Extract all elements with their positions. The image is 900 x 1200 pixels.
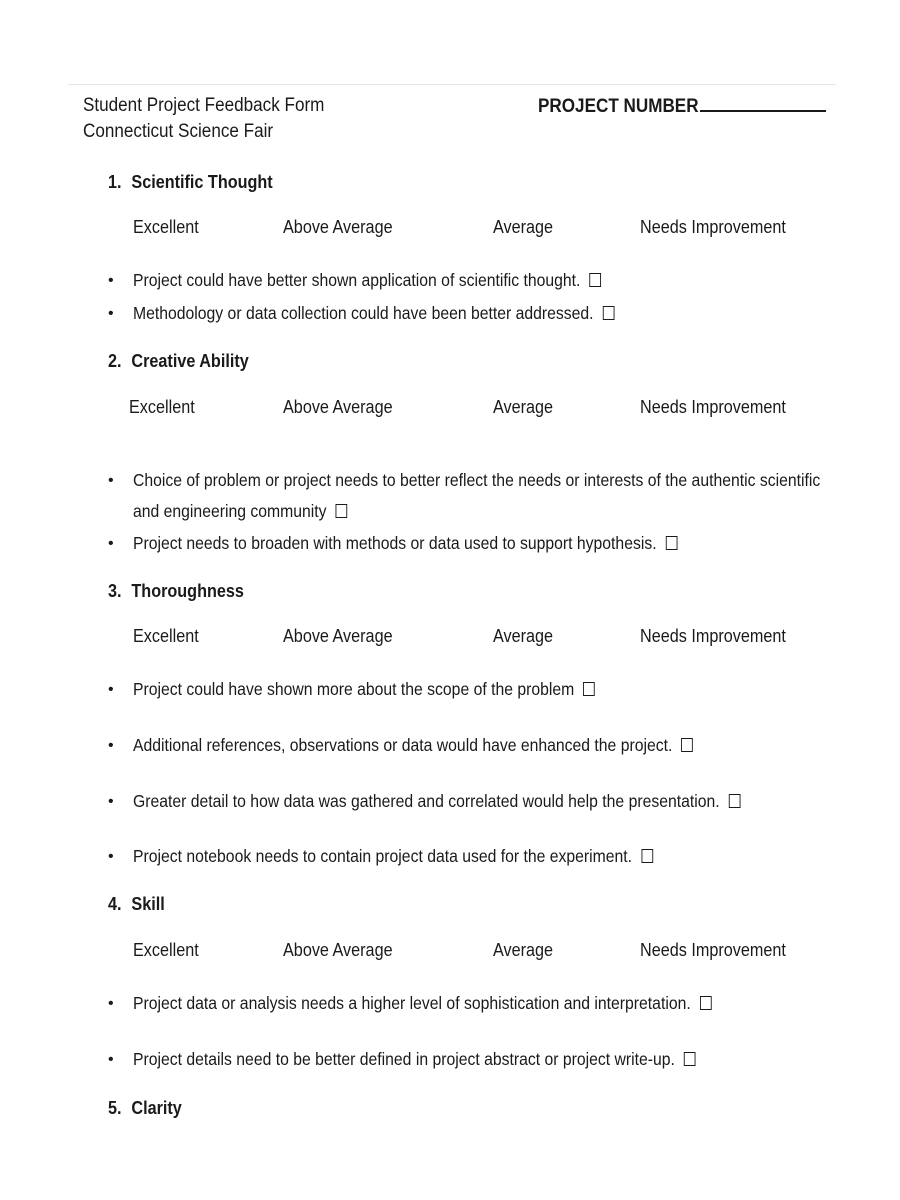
rating-above-average[interactable]: Above Average xyxy=(283,397,393,417)
rating-average[interactable]: Average xyxy=(493,217,554,237)
checkbox[interactable] xyxy=(336,504,348,518)
rating-needs-improvement[interactable]: Needs Improvement xyxy=(640,940,786,960)
bullet-icon: • xyxy=(108,272,114,289)
rating-above-average[interactable]: Above Average xyxy=(283,626,393,646)
section-heading: 3. Thoroughness xyxy=(108,581,244,601)
top-divider xyxy=(68,84,836,85)
section-heading: 5. Clarity xyxy=(108,1098,182,1118)
rating-above-average[interactable]: Above Average xyxy=(283,217,393,237)
list-item: Project could have better shown application of scientific thought. xyxy=(133,265,601,296)
section-heading: 2. Creative Ability xyxy=(108,351,249,371)
list-item: Greater detail to how data was gathered and correlated would help the presentation. xyxy=(133,786,740,817)
bullet-icon: • xyxy=(108,472,114,489)
bullet-icon: • xyxy=(108,1051,114,1068)
bullet-icon: • xyxy=(108,737,114,754)
checkbox[interactable] xyxy=(583,682,595,696)
project-number-blank[interactable] xyxy=(700,96,826,112)
checkbox[interactable] xyxy=(666,536,678,550)
checkbox[interactable] xyxy=(681,738,693,752)
rating-average[interactable]: Average xyxy=(493,940,554,960)
rating-excellent[interactable]: Excellent xyxy=(133,217,199,237)
bullet-icon: • xyxy=(108,793,114,810)
rating-excellent[interactable]: Excellent xyxy=(133,940,199,960)
rating-above-average[interactable]: Above Average xyxy=(283,940,393,960)
list-item: Project notebook needs to contain project data used for the experiment. xyxy=(133,841,653,872)
fair-name: Connecticut Science Fair xyxy=(83,121,274,142)
rating-excellent[interactable]: Excellent xyxy=(129,397,195,417)
section-heading: 1. Scientific Thought xyxy=(108,172,273,192)
rating-average[interactable]: Average xyxy=(493,626,554,646)
checkbox[interactable] xyxy=(729,794,741,808)
checkbox[interactable] xyxy=(641,849,653,863)
list-item: Additional references, observations or data would have enhanced the project. xyxy=(133,730,693,761)
checkbox[interactable] xyxy=(700,996,712,1010)
list-item: Choice of problem or project needs to better reflect the needs or interests of the authentic scientific and engineering community xyxy=(133,470,821,521)
bullet-icon: • xyxy=(108,681,114,698)
checkbox[interactable] xyxy=(603,306,615,320)
list-item: Methodology or data collection could have been better addressed. xyxy=(133,298,614,329)
rating-excellent[interactable]: Excellent xyxy=(133,626,199,646)
form-title: Student Project Feedback Form xyxy=(83,95,325,116)
rating-average[interactable]: Average xyxy=(493,397,554,417)
checkbox[interactable] xyxy=(589,273,601,287)
rating-needs-improvement[interactable]: Needs Improvement xyxy=(640,397,786,417)
bullet-icon: • xyxy=(108,535,114,552)
bullet-icon: • xyxy=(108,848,114,865)
list-item: Project details need to be better defined in project abstract or project write-up. xyxy=(133,1044,696,1075)
bullet-icon: • xyxy=(108,305,114,322)
bullet-icon: • xyxy=(108,995,114,1012)
rating-needs-improvement[interactable]: Needs Improvement xyxy=(640,626,786,646)
project-number-field[interactable] xyxy=(538,96,826,118)
list-item: Project needs to broaden with methods or data used to support hypothesis. xyxy=(133,528,677,559)
checkbox[interactable] xyxy=(684,1052,696,1066)
rating-needs-improvement[interactable]: Needs Improvement xyxy=(640,217,786,237)
project-number-label: PROJECT NUMBER xyxy=(538,96,699,117)
section-heading: 4. Skill xyxy=(108,894,165,914)
list-item: Project data or analysis needs a higher level of sophistication and interpretation. xyxy=(133,988,711,1019)
list-item: Project could have shown more about the scope of the problem xyxy=(133,674,595,705)
